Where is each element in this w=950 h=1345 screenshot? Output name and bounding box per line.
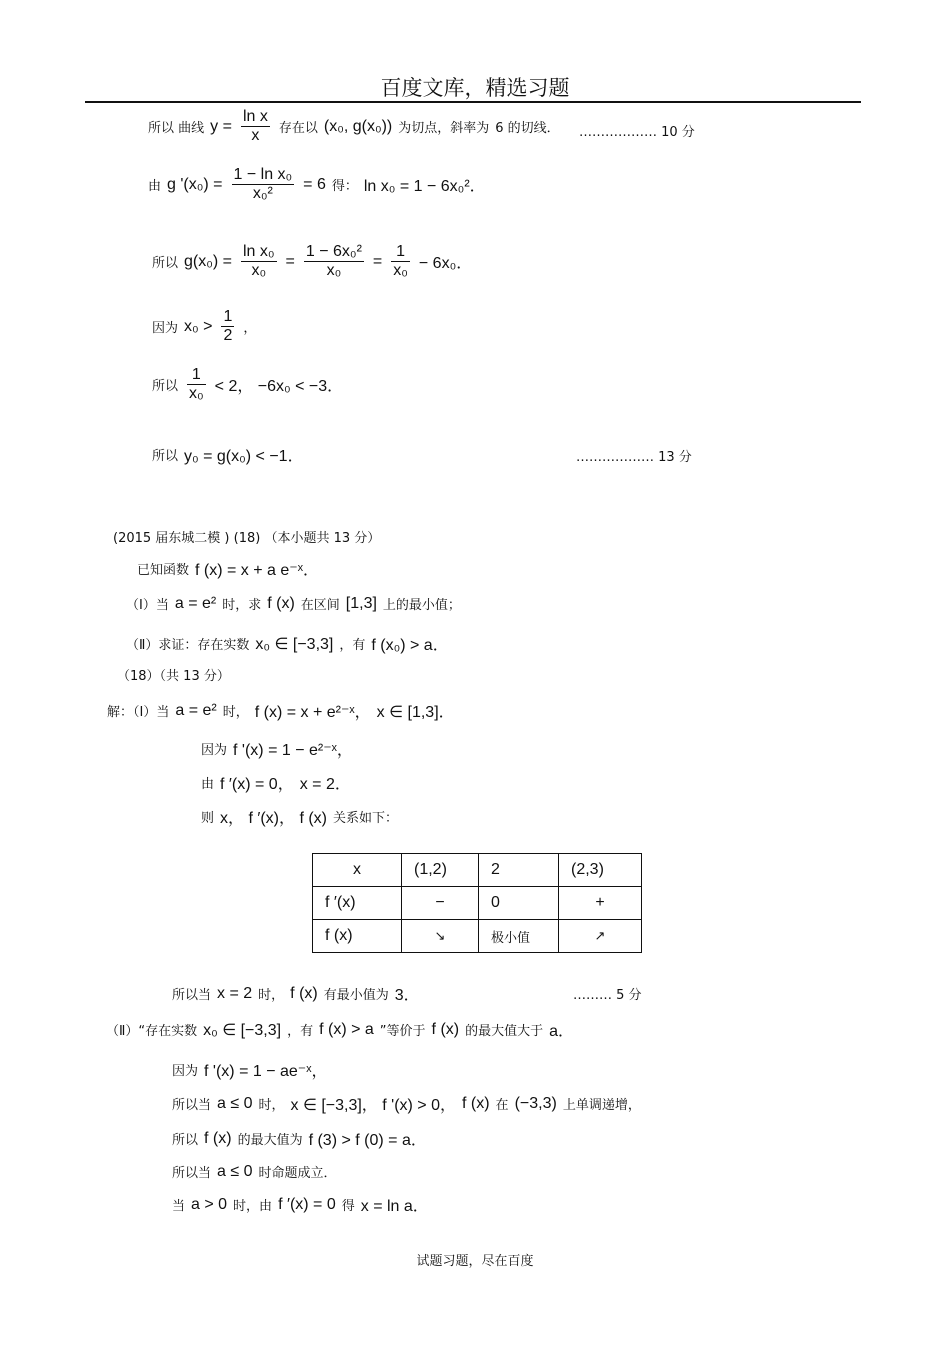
math: − 6x₀． (418, 255, 473, 272)
text: 得： (331, 179, 358, 194)
text: 时， (222, 705, 249, 720)
numerator: 1 − ln x₀ (233, 166, 293, 183)
solution-line-5 (152, 366, 343, 403)
solution-heading: （18）（共 13 分） (117, 669, 230, 684)
math: x₀ ∈ [−3,3] (255, 635, 334, 653)
table-cell: 0 (479, 887, 559, 920)
solution-step-2 (201, 737, 353, 760)
math: (x₀, g(x₀)) (323, 117, 393, 135)
denominator: x₀² (232, 184, 295, 203)
text: 已知函数 (137, 563, 190, 578)
math: a． (549, 1023, 575, 1040)
text: ， (243, 321, 257, 336)
fraction (304, 243, 364, 280)
text: 所以当 (172, 988, 212, 1003)
text: 的最大值大于 (465, 1024, 544, 1039)
math: x₀ > (184, 317, 213, 335)
numerator: 1 − 6x₀² (305, 243, 362, 260)
table-row (313, 854, 642, 887)
text: 的最大值为 (237, 1133, 303, 1148)
text: 所以 曲线 (148, 121, 205, 136)
numerator: 1 (191, 366, 201, 383)
text: 时， (258, 988, 285, 1003)
text: 时命题成立． (258, 1166, 337, 1181)
math: f '(x) = 1 − e²⁻ˣ， (233, 742, 353, 759)
math: g '(x₀) = (167, 175, 223, 193)
text: 上的最小值； (382, 598, 461, 613)
text: 所以 (152, 449, 179, 464)
text: 6 的切线． (495, 121, 560, 136)
math: = (285, 252, 295, 270)
math: x = ln a． (360, 1198, 429, 1215)
text: 所以 (152, 256, 179, 271)
math: x ∈ [−3,3]， f '(x) > 0， (290, 1097, 456, 1114)
solution-line-2 (148, 166, 486, 203)
text: 由 (201, 777, 215, 792)
math: (−3,3) (514, 1094, 557, 1112)
text: 则 (201, 811, 215, 826)
table-cell: ↗ (559, 920, 642, 953)
math: [1,3] (345, 594, 377, 612)
text: 所以当 (172, 1166, 212, 1181)
text: 解：（Ⅰ）当 (107, 705, 170, 720)
text: 存在以 (278, 121, 318, 136)
text: ”等价于 (379, 1024, 426, 1039)
score-marker: ……… 5 分 (573, 988, 642, 1003)
text: 得 (341, 1199, 355, 1214)
numerator: ln x₀ (243, 243, 275, 260)
text: 上单调递增， (562, 1098, 641, 1113)
math: a ≤ 0 (217, 1094, 253, 1112)
table-cell: (2,3) (559, 854, 642, 887)
text: 在区间 (300, 598, 340, 613)
text: 因为 (172, 1064, 199, 1079)
solution-step-5 (172, 982, 420, 1005)
numerator: 1 (223, 308, 233, 325)
math: f (x) (204, 1129, 232, 1147)
table-row (313, 887, 642, 920)
text: （Ⅱ）求证：存在实数 (126, 638, 250, 653)
score-marker: ……………… 13 分 (576, 450, 692, 465)
solution-step-6 (106, 1018, 574, 1041)
denominator: x (241, 126, 270, 145)
text: 时， (258, 1098, 285, 1113)
math: x， f ′(x)， f (x) (220, 810, 328, 827)
numerator: ln x (242, 108, 268, 125)
table-cell: x (313, 854, 402, 887)
math: x₀ ∈ [−3,3] (203, 1021, 282, 1039)
math: y₀ = g(x₀) < −1． (184, 448, 304, 465)
math: = (372, 252, 383, 270)
text: 有最小值为 (323, 988, 389, 1003)
denominator: 2 (223, 327, 233, 344)
math: f ′(x) = 0， (220, 776, 294, 793)
math: f (x) (290, 984, 318, 1002)
math: f (3) > f (0) = a． (308, 1132, 427, 1149)
text: 所以 (152, 379, 179, 394)
math: = 6 (303, 175, 326, 193)
text: 当 (172, 1199, 186, 1214)
math: x ∈ [1,3]． (376, 704, 455, 721)
text: ，有 (287, 1024, 314, 1039)
table-cell: f (x) (313, 920, 402, 953)
math: x = 2． (299, 776, 351, 793)
fraction (241, 108, 270, 145)
math: a > 0 (191, 1195, 228, 1213)
math: ln x₀ = 1 − 6x₀²． (363, 178, 486, 195)
solution-step-10 (172, 1162, 337, 1181)
problem-part-1 (126, 594, 461, 613)
math: f (x) (462, 1094, 490, 1112)
solution-step-11 (172, 1193, 429, 1216)
text: 由 (148, 179, 162, 194)
solution-line-6 (152, 443, 304, 466)
table-cell: f ′(x) (313, 887, 402, 920)
text: 因为 (152, 321, 179, 336)
table-row (313, 920, 642, 953)
solution-step-7 (172, 1058, 327, 1081)
score-marker: ……………… 10 分 (579, 125, 695, 140)
math: a = e² (175, 701, 217, 719)
table-cell: 极小值 (479, 920, 559, 953)
problem-given (137, 557, 319, 580)
table-cell: + (559, 887, 642, 920)
fraction (391, 243, 410, 280)
solution-line-3 (152, 243, 472, 280)
math: f ′(x) = 0 (278, 1195, 336, 1213)
math: f '(x) = 1 − ae⁻ˣ， (204, 1063, 328, 1080)
table-cell: − (402, 887, 479, 920)
math: f (x₀) > a． (371, 637, 449, 654)
fraction (187, 366, 206, 403)
solution-line-4 (152, 308, 256, 345)
text: ，有 (339, 638, 366, 653)
table-cell: ↘ (402, 920, 479, 953)
math: x = 2 (217, 984, 253, 1002)
math: g(x₀) = (184, 252, 232, 270)
math: f (x) (431, 1020, 460, 1038)
math: a = e² (174, 594, 217, 612)
math: y = (210, 117, 232, 135)
text: （Ⅱ）“存在实数 (106, 1024, 198, 1039)
text: 所以 (172, 1133, 199, 1148)
text: 时，求 (222, 598, 262, 613)
text: （Ⅰ）当 (126, 598, 169, 613)
denominator: x₀ (304, 261, 364, 280)
solution-step-1 (107, 699, 455, 722)
header-rule (85, 101, 861, 103)
denominator: x₀ (189, 385, 204, 402)
solution-step-8 (172, 1092, 641, 1115)
table-cell: (1,2) (402, 854, 479, 887)
math: < 2， −6x₀ < −3． (214, 378, 344, 395)
fraction (221, 308, 234, 345)
math: f (x) > a (319, 1020, 374, 1038)
solution-step-3 (201, 771, 351, 794)
variation-table (312, 853, 642, 953)
text: 为切点，斜率为 (398, 121, 490, 136)
numerator: 1 (396, 243, 405, 260)
problem-part-2 (126, 632, 449, 655)
text: 时，由 (233, 1199, 273, 1214)
solution-step-9 (172, 1127, 427, 1150)
math: a ≤ 0 (217, 1162, 253, 1180)
text: 关系如下： (333, 811, 399, 826)
math: f (x) = x + e²⁻ˣ， (254, 704, 371, 721)
denominator: x₀ (241, 261, 277, 280)
math: f (x) (267, 594, 295, 612)
page-header-title: 百度文库，精选习题 (380, 76, 570, 100)
math: 3． (394, 987, 420, 1004)
denominator: x₀ (393, 262, 408, 279)
math: f (x) = x + a e⁻ˣ． (195, 562, 319, 579)
text: 因为 (201, 743, 228, 758)
page-footer: 试题习题，尽在百度 (416, 1254, 534, 1269)
text: 所以当 (172, 1098, 212, 1113)
table-cell: 2 (479, 854, 559, 887)
fraction (241, 243, 277, 280)
solution-step-4 (201, 805, 398, 828)
fraction (232, 166, 295, 203)
text: 在 (495, 1098, 509, 1113)
solution-line-1 (148, 108, 560, 145)
problem-source: (2015 届东城二模 ) (18) （本小题共 13 分） (113, 531, 381, 546)
